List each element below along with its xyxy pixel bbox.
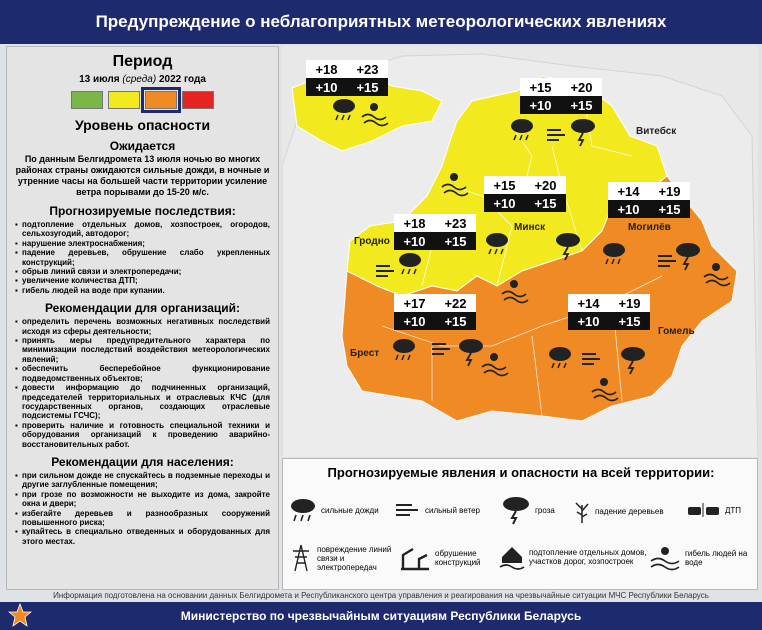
org-rec-item: ▪ довести информацию до подчиненных организаций, председателей территориальных и отраслевых КЧС (для государственных органов, создающих отраслевые подсистемы ГСЧС);: [15, 383, 270, 421]
consequences-title: Прогнозируемые последствия:: [49, 204, 236, 218]
legend-item-power: повреждение линий связи и электропередач: [289, 543, 397, 573]
legend-item-collapse: обрушение конструкций: [399, 545, 499, 571]
danger-level-scale: [15, 91, 270, 109]
temp-box-northwest: +18 +23 +10 +15: [306, 60, 388, 96]
pop-rec-item: ▪ купайтесь в специально отведенных и оборудованных для этого местах.: [15, 527, 270, 546]
city-brest: Брест: [350, 348, 380, 359]
consequence-item: ▪ падение деревьев, обрушение слабо укрепленных конструкций;: [15, 248, 270, 267]
period-title: Период: [112, 53, 173, 70]
period-date: 13 июля (среда) 2022 года: [79, 74, 206, 85]
legend-item-drowning: гибель людей на воде: [649, 545, 757, 571]
expected-title: Ожидается: [109, 139, 176, 153]
belarus-map: [282, 46, 758, 458]
city-vitebsk: Витебск: [636, 126, 677, 137]
consequence-item: ▪ нарушение электроснабжения;: [15, 239, 270, 248]
danger-level-title: Уровень опасности: [74, 117, 211, 133]
consequence-item: ▪ обрыв линий связи и электропередачи;: [15, 267, 270, 276]
car-accident-icon: [687, 501, 721, 519]
consequence-item: ▪ гибель людей на воде при купании.: [15, 286, 270, 295]
legend-item-accident: ДТП: [687, 501, 741, 519]
heavy-rain-icon: [289, 497, 317, 523]
city-minsk: Минск: [514, 222, 546, 233]
page-title: Предупреждение о неблагоприятных метеорологических явлениях: [95, 12, 667, 31]
legend-item-wind: сильный ветер: [395, 501, 480, 519]
temp-box-mogilev: +14 +19 +10 +15: [608, 182, 690, 218]
power-line-icon: [289, 543, 313, 573]
falling-tree-icon: [573, 499, 591, 523]
temp-box-brest: +17 +22 +10 +15: [394, 294, 476, 330]
ministry-name: Министерство по чрезвычайным ситуациям Республики Беларусь: [180, 609, 582, 623]
emergency-ministry-logo-icon: [8, 603, 32, 629]
level-yellow: [108, 91, 140, 109]
collapse-icon: [399, 545, 431, 571]
legend-item-thunder: гроза: [501, 495, 555, 525]
consequence-item: ▪ подтопление отдельных домов, хозпостроек, огородов, сельхозугодий, автодорог;: [15, 220, 270, 239]
city-gomel: Гомель: [658, 326, 695, 337]
page-header: [0, 0, 762, 44]
flooding-icon: [499, 543, 525, 571]
pop-recs-list: [15, 471, 270, 546]
temp-box-minsk: +15 +20 +10 +15: [484, 176, 566, 212]
org-rec-item: ▪ проверить наличие и готовность специальной техники и оборудования организаций к проведению аварийно-восстановительных работ.: [15, 421, 270, 449]
consequence-item: ▪ увеличение количества ДТП;: [15, 276, 270, 285]
org-recs-list: [15, 317, 270, 449]
legend-item-heavy-rain: сильные дожди: [289, 497, 379, 523]
city-grodno: Гродно: [354, 236, 390, 247]
drowning-icon: [649, 545, 681, 571]
pop-rec-item: ▪ при сильном дожде не спускайтесь в подземные переходы и другие заглубленные помещения;: [15, 471, 270, 490]
city-mogilev: Могилёв: [628, 222, 671, 233]
legend-item-tree: падение деревьев: [573, 499, 664, 523]
legend-panel: [282, 458, 758, 590]
thunderstorm-icon: [501, 495, 531, 525]
legend-title: Прогнозируемые явления и опасности на всей территории:: [327, 465, 715, 480]
level-green: [71, 91, 103, 109]
temp-box-vitebsk: +15 +20 +10 +15: [520, 78, 602, 114]
expected-text: По данным Белгидромета 13 июля ночью во многих районах страны ожидаются сильные дожди, в ночные и утренние часы на большей части территории усиление ветра порывами до 15-20 м/с.: [15, 154, 270, 197]
consequences-list: [15, 220, 270, 295]
org-rec-item: ▪ определить перечень возможных негативных последствий исходя из сферы деятельности;: [15, 317, 270, 336]
org-rec-item: ▪ принять меры предупредительного характера по минимизации последствий воздействия метеорологических явлений;: [15, 336, 270, 364]
strong-wind-icon: [395, 501, 421, 519]
page-footer: [0, 602, 762, 630]
org-rec-item: ▪ обеспечить бесперебойное функционирование подведомственных объектов;: [15, 364, 270, 383]
info-panel: [6, 46, 279, 590]
pop-rec-item: ▪ избегайте деревьев и разнообразных сооружений повышенного риска;: [15, 509, 270, 528]
pop-recs-title: Рекомендации для населения:: [51, 454, 234, 469]
pop-rec-item: ▪ при грозе по возможности не выходите из дома, закройте окна и двери;: [15, 490, 270, 509]
org-recs-title: Рекомендации для организаций:: [44, 301, 241, 316]
temp-box-gomel: +14 +19 +10 +15: [568, 294, 650, 330]
source-note: Информация подготовлена на основании данных Белгидромета и Республиканского центра управления и реагирования на чрезвычайные ситуации МЧС Республики Беларусь: [53, 591, 709, 600]
legend-item-flooding: подтопление отдельных домов, участков дорог, хозпостроек: [499, 543, 647, 571]
level-red: [182, 91, 214, 109]
level-orange: [145, 91, 177, 109]
temp-box-grodno: +18 +23 +10 +15: [394, 214, 476, 250]
